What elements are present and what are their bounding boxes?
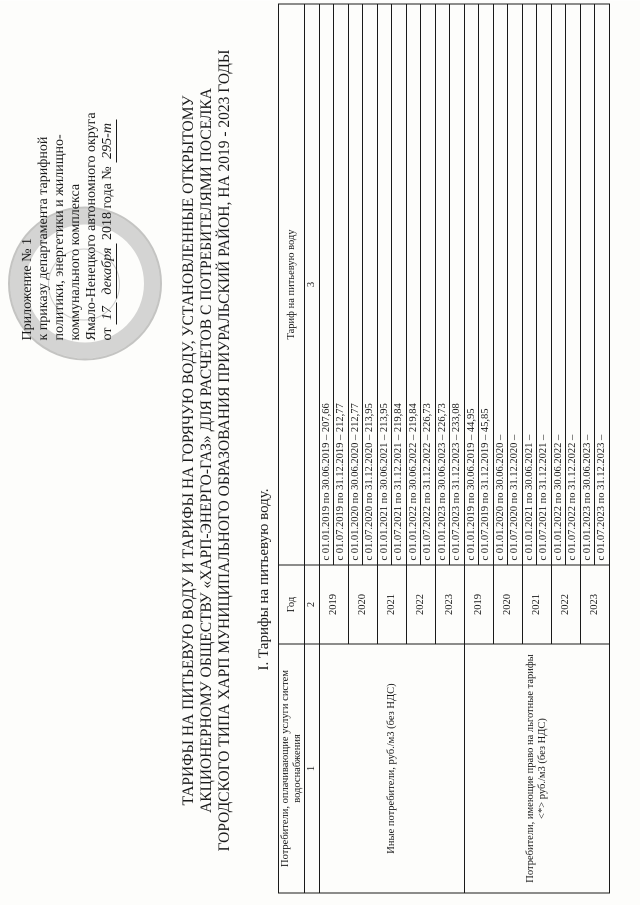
appendix-line: политики, энергетики и жилищно- [52,133,67,340]
column-number: 3 [305,4,320,565]
year-cell: 2022 [406,565,435,644]
tariff-cell: с 01.01.2022 по 30.06.2022 – 219,84 [406,4,421,565]
year-cell: 2019 [319,565,348,644]
tariff-cell: с 01.07.2021 по 31.12.2021 – 219,84 [392,4,407,565]
tariff-cell: с 01.01.2021 по 30.06.2021 – 213,95 [377,4,392,565]
table-row [319,4,334,893]
column-number: 1 [305,644,320,893]
tariff-cell: с 01.01.2023 по 30.06.2023 – [580,4,595,565]
section-title: I. Тарифы на питьевую воду. [256,487,272,670]
header-consumers: Потребители, оплачивающие услуги систем водоснабжения [279,644,305,893]
appendix-header [20,20,117,340]
title-line: ТАРИФЫ НА ПИТЬЕВУЮ ВОДУ И ТАРИФЫ НА ГОРЯЧУЮ ВОДУ, УСТАНОВЛЕННЫЕ ОТКРЫТОМУ [180,95,197,805]
header-tariff: Тариф на питьевую воду [279,4,305,565]
appendix-day: 17 [100,302,117,324]
tariff-cell: с 01.01.2020 по 30.06.2020 – 212,77 [348,4,363,565]
year-cell: 2020 [493,565,522,644]
appendix-line: Ямало-Ненецкого автономного округа [84,111,99,340]
appendix-line: Приложение № 1 [20,237,35,340]
appendix-date-line [100,20,117,340]
appendix-line: к приказу департамента тарифной [36,136,51,340]
year-cell: 2022 [551,565,580,644]
year-cell: 2020 [348,565,377,644]
tariff-cell: с 01.07.2023 по 31.12.2023 – 233,08 [450,4,465,565]
tariff-table [278,3,610,893]
tariff-cell: с 01.07.2022 по 31.12.2022 – [566,4,581,565]
tariff-cell: с 01.07.2020 по 31.12.2020 – [508,4,523,565]
header-year: Год [279,565,305,644]
tariff-cell: с 01.07.2021 по 31.12.2021 – [537,4,552,565]
tariff-cell: с 01.01.2019 по 30.06.2019 – 44,95 [464,4,479,565]
tariff-cell: с 01.07.2023 по 31.12.2023 – [595,4,610,565]
appendix-line: коммунального комплекса [68,183,83,340]
tariff-cell: с 01.07.2020 по 31.12.2020 – 213,95 [363,4,378,565]
tariff-cell: с 01.01.2020 по 30.06.2020 – [493,4,508,565]
title-line: АКЦИОНЕРНОМУ ОБЩЕСТВУ «ХАРП-ЭНЕРГО-ГАЗ» ДЛЯ РАСЧЕТОВ С ПОТРЕБИТЕЛЯМИ ПОСЕЛКА [198,87,215,813]
document-title [180,10,234,890]
consumer-cell: Потребители, имеющие право на льготные тарифы <*> руб./м3 (без НДС) [464,644,609,893]
year-cell: 2021 [522,565,551,644]
tariff-cell: с 01.07.2019 по 31.12.2019 – 212,77 [334,4,349,565]
appendix-number: 295-т [100,119,117,163]
year-cell: 2023 [435,565,464,644]
appendix-year: 2018 года № [100,165,115,240]
tariff-cell: с 01.01.2022 по 30.06.2022 – [551,4,566,565]
tariff-cell: с 01.01.2021 по 30.06.2021 – [522,4,537,565]
column-number: 2 [305,565,320,644]
consumer-cell: Иные потребители, руб./м3 (без НДС) [319,644,464,893]
appendix-date-prefix: от [100,327,115,340]
tariff-cell: с 01.07.2019 по 31.12.2019 – 45,85 [479,4,494,565]
year-cell: 2019 [464,565,493,644]
tariff-cell: с 01.01.2019 по 30.06.2019 – 207,66 [319,4,334,565]
tariff-cell: с 01.01.2023 по 30.06.2023 – 226,73 [435,4,450,565]
tariff-cell: с 01.07.2022 по 31.12.2022 – 226,73 [421,4,436,565]
appendix-month: декабря [100,243,117,298]
year-cell: 2023 [580,565,609,644]
year-cell: 2021 [377,565,406,644]
table-row [464,4,479,893]
title-line: ГОРОДСКОГО ТИПА ХАРП МУНИЦИПАЛЬНОГО ОБРАЗОВАНИЯ ПРИУРАЛЬСКИЙ РАЙОН, НА 2019 - 2023 ГОДЫ [216,49,233,851]
